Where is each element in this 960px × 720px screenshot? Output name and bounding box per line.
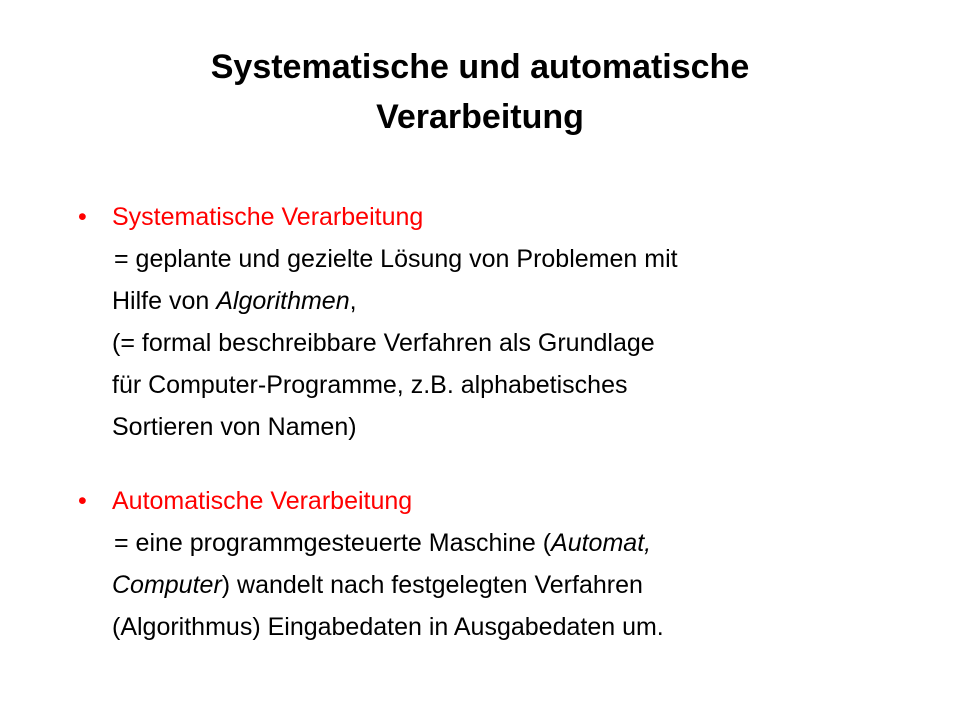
text-run: Hilfe von — [112, 287, 217, 315]
bullet-dot-icon: • — [78, 203, 87, 231]
emphasis-text: Algorithmen — [216, 287, 350, 315]
bullet-text-line: Sortieren von Namen) — [112, 413, 357, 441]
bullet-item-automatic — [78, 480, 898, 648]
emphasis-text: Automat, — [551, 529, 652, 557]
bullet-text-line: für Computer-Programme, z.B. alphabetisches — [112, 371, 628, 399]
emphasis-text: Computer — [112, 571, 222, 599]
bullet-list — [78, 196, 898, 648]
text-run: = eine programmgesteuerte Maschine ( — [114, 529, 552, 557]
bullet-text-line — [112, 564, 898, 606]
bullet-text-line — [112, 522, 898, 564]
text-run: ) wandelt nach festgelegten Verfahren — [221, 571, 643, 599]
bullet-dot-icon: • — [78, 487, 87, 515]
bullet-heading: Automatische Verarbeitung — [112, 487, 413, 515]
slide-title — [80, 42, 880, 142]
text-run: , — [349, 287, 357, 315]
title-line-1: Systematische und automatische — [210, 48, 750, 86]
bullet-item-systematic — [78, 196, 898, 448]
bullet-text-line: (= formal beschreibbare Verfahren als Grundlage — [112, 329, 655, 357]
title-line-2: Verarbeitung — [376, 98, 584, 136]
bullet-text-line: (Algorithmus) Eingabedaten in Ausgabedaten um. — [112, 613, 664, 641]
bullet-heading: Systematische Verarbeitung — [112, 203, 424, 231]
bullet-text-line — [112, 280, 898, 322]
bullet-text-line: = geplante und gezielte Lösung von Problemen mit — [114, 245, 678, 273]
